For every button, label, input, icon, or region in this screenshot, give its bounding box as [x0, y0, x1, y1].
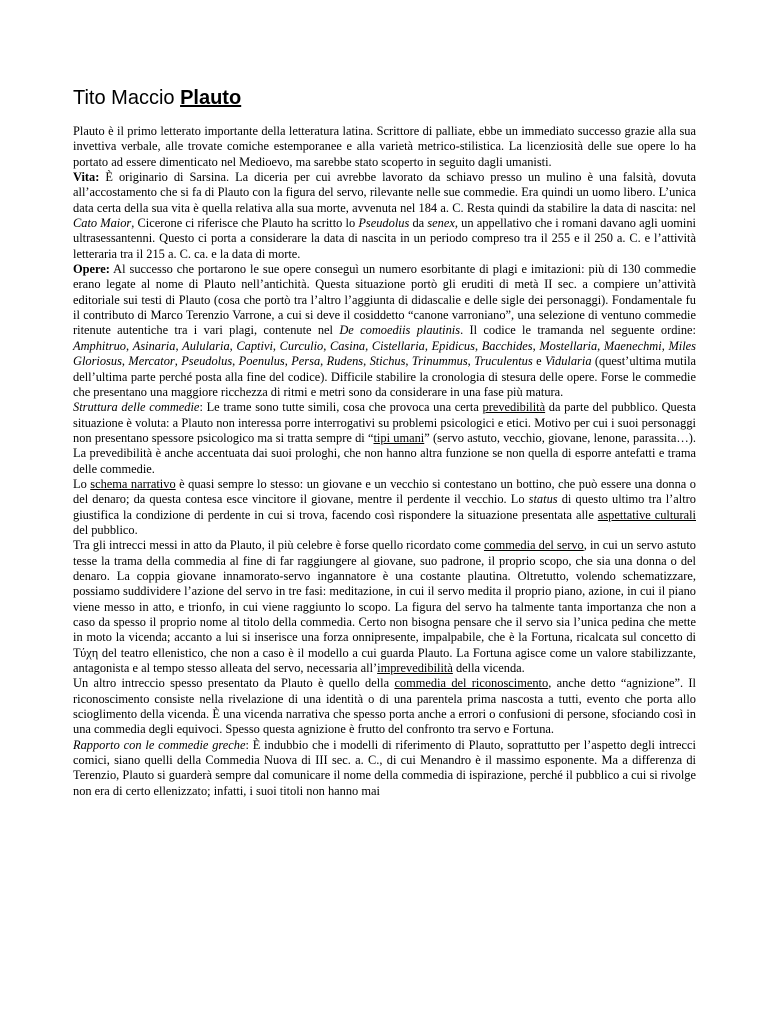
italic-text: Amphitruo [73, 338, 127, 353]
text-run: (quest’ultima mutila dell’ultima parte perché posta alla fine del codice). Difficile stabilire la cronologia di stesura delle opere. Forse le commedie che presentano una maggiore ricchezza di ritmi e metri sono da considerare in una fase più matura. [73, 354, 697, 399]
text-run: del pubblico. [73, 522, 138, 537]
text-run: È originario di Sarsina. La diceria per cui avrebbe lavorato da schiavo presso un mulino è una falsità, dovuta all’accostamento che si fa di Plauto con la figura del servo, rilevante nelle sue commedie. Era quindi un uomo libero. L’unica data certa della sua vita è quella relativa alla sua morte, avvenuta nel 184 a. C. Resta quindi da stabilire la data di nascita: nel [73, 170, 696, 215]
paragraph [73, 400, 696, 477]
section-heading: Opere: [73, 262, 110, 277]
title-prefix: Tito Maccio [73, 87, 181, 109]
text-run: , [467, 354, 475, 369]
italic-text: Pseudolus [181, 354, 233, 369]
text-run: , [365, 338, 372, 353]
paragraph [73, 124, 696, 170]
italic-text: Aulularia [182, 338, 230, 353]
text-run: , [174, 354, 182, 369]
italic-text: Trinummus [411, 354, 468, 369]
text-run: , [229, 338, 237, 353]
text-run: : È indubbio che i modelli di riferimento di Plauto, soprattutto per l’aspetto degli intrecci comici, siano quelli della Commedia Nuova di III sec. a. C., di cui Menandro è il massimo esponente. Ma a differenza di Terenzio, Plauto si guarderà sempre dal comunicare il nome della commedia di ispirazione, perché il pubblico a cui si rivolge non era di certo ellenizzato; infatti, i suoi titoli non hanno mai [73, 737, 696, 798]
text-run: , un appellativo che i romani davano agli uomini ultrasessantenni. Questo ci porta a considerare la data di nascita in un periodo compreso tra il 255 e il 250 a. C. e l’attività letteraria tra il 215 a. C. ca. e la data di morte. [73, 216, 697, 261]
text-run: , in cui un servo astuto tesse la trama della commedia al fine di far raggiungere al giovane, suo padrone, il proprio scopo, che sia una donna o del denaro. La coppia giovane innamorato-servo ingannatore è una costante plautina. Oltretutto, volendo schematizzare, possiamo suddividere l’azione del servo in tre fasi: meditazione, in cui il servo medita il proprio piano, azione, in cui il piano viene messo in atto, e trionfo, in cui viene raggiunto lo scopo. La figura del servo ha talmente tanta importanza che non a caso da spesso il proprio nome al titolo della commedia. Certo non bisogna pensare che il servo sia l’unica pedina che mette in moto la vicenda; accanto a lui si inserisce una forza onnipresente, impalpabile, che è la Fortuna, ricalcata sul concetto di Τύχη del teatro ellenistico, che non a caso è il modello a cui guarda Plauto. La Fortuna agisce come un valore stabilizzante, antagonista e al tempo stesso alleata del servo, necessaria all’ [73, 538, 697, 676]
italic-text: Maenechmi [603, 338, 662, 353]
text-run: , [126, 338, 133, 353]
text-run: della vicenda. [452, 661, 525, 676]
italic-text: Stichus [369, 354, 406, 369]
text-run: ” (servo astuto, vecchio, giovane, lenone, parassita…). La prevedibilità è anche accentuata dai suoi prologhi, che non hanno altra funzione se non quella di esporre antefatti e trama delle commedie. [73, 430, 697, 476]
underlined-term: prevedibilità [482, 400, 546, 415]
text-run: , [532, 338, 540, 353]
text-run: Un altro intreccio spesso presentato da Plauto è quello della [73, 676, 395, 691]
text-run: , [424, 338, 432, 353]
underlined-term: commedia del servo [483, 538, 584, 553]
italic-text: Captivi [236, 338, 273, 353]
italic-text: Cistellaria [371, 338, 425, 353]
text-run: , [232, 354, 239, 369]
text-run: da parte del pubblico. Questa situazione è voluta: a Plauto non interessa porre interrogativi su problemi psicologici e etici. Motivo per cui i suoi personaggi non presentano spessore psicologico ma si tratta sempre di “ [73, 400, 696, 445]
title-name: Plauto [180, 87, 242, 109]
italic-text: Persa [291, 354, 321, 369]
italic-text: status [528, 492, 558, 507]
italic-text: Pseudolus [358, 216, 410, 231]
paragraph [73, 262, 696, 400]
text-run: , [597, 338, 604, 353]
text-run: da [409, 216, 428, 231]
italic-text: Cato Maior [73, 216, 132, 231]
text-run: , [175, 338, 183, 353]
text-run: , [363, 354, 370, 369]
paragraph [73, 477, 696, 538]
text-run: , [320, 354, 327, 369]
italic-text: Mostellaria [539, 338, 598, 353]
text-run: , [284, 354, 292, 369]
italic-text: Mercator [128, 354, 175, 369]
italic-text: senex [427, 216, 455, 231]
italic-text: Rudens [326, 354, 364, 369]
underlined-term: commedia del riconoscimento [394, 676, 549, 691]
underlined-term: imprevedibilità [377, 661, 453, 676]
italic-text: Struttura delle commedie [73, 400, 200, 415]
italic-text: Poenulus [238, 354, 285, 369]
section-heading: Vita: [73, 170, 100, 185]
italic-text: Curculio [279, 338, 324, 353]
italic-text: Bacchides [481, 338, 533, 353]
underlined-term: tipi umani [373, 430, 425, 445]
italic-text: Asinaria [132, 338, 176, 353]
text-run: , [661, 338, 669, 353]
text-run: , anche detto “agnizione”. Il riconoscimento consiste nella rivelazione di una identità o di una parentela prima nascosta a tutti, evento che porta allo scioglimento della vicenda. È una vicenda narrativa che spesso porta anche a errori o confusioni di persone, sfociando così in una commedia degli equivoci. Spesso questa agnizione è frutto del confronto tra servo e Fortuna. [73, 676, 696, 737]
paragraph [73, 538, 696, 676]
paragraph [73, 676, 696, 737]
text-run: , [121, 354, 129, 369]
text-run: : Le trame sono tutte simili, cosa che provoca una certa [199, 400, 483, 415]
italic-text: Miles Gloriosus [73, 338, 696, 369]
text-run: Lo [73, 476, 91, 491]
document-page [73, 86, 696, 799]
document-body [73, 124, 696, 799]
text-run: , Cicerone ci riferisce che Plauto ha scritto lo [131, 216, 359, 231]
text-run: , [323, 338, 330, 353]
text-run: di questo ultimo tra l’altro giustifica la condizione di perdente in cui si trova, facendo così rispondere la situazione presentata alle [73, 492, 696, 522]
underlined-term: aspettative culturali [597, 507, 696, 522]
paragraph [73, 170, 696, 262]
italic-text: Rapporto con le commedie greche [73, 737, 246, 752]
italic-text: Casina [329, 338, 366, 353]
text-run: e [532, 354, 545, 369]
text-run: , [474, 338, 482, 353]
italic-text: Truculentus [474, 354, 533, 369]
italic-text: De comoediis plautinis [339, 323, 461, 338]
text-run: è quasi sempre lo stesso: un giovane e un vecchio si contestano un bottino, che può essere una donna o del denaro; da questa contesa esce vincitore il giovane, mentre il perdente il vecchio. Lo [73, 476, 696, 507]
page-title [73, 86, 696, 110]
paragraph [73, 738, 696, 799]
italic-text: Vidularia [544, 354, 592, 369]
text-run: Plauto è il primo letterato importante della letteratura latina. Scrittore di palliate, ebbe un immediato successo grazie alla sua invettiva verbale, alle trovate comiche estemporanee e alla varietà metrico-stilistica. La licenziosità delle sue opere lo ha portato ad essere dimenticato nel Medioevo, ma sarebbe stato scoperto in seguito dagli umanisti. [73, 124, 696, 169]
text-run: , [272, 338, 280, 353]
underlined-term: schema narrativo [90, 476, 176, 491]
text-run: Tra gli intrecci messi in atto da Plauto, il più celebre è forse quello ricordato come [73, 538, 484, 553]
italic-text: Epidicus [431, 338, 475, 353]
text-run: , [405, 354, 412, 369]
text-run: . Il codice le tramanda nel seguente ordine: [460, 323, 696, 338]
text-run: Al successo che portarono le sue opere conseguì un numero esorbitante di plagi e imitazioni: più di 130 commedie erano legate al nome di Plauto nell’antichità. Questa situazione portò gli eruditi di metà II sec. a compiere un’attività editoriale sui testi di Plauto (cosa che portò tra l’altro l’aggiunta di didascalie e delle sigle dei personaggi). Fondamentale fu il contributo di Marco Terenzio Varrone, a cui si deve il cosiddetto “canone varroniano”, una selezione di ventuno commedie ritenute autentiche tra i vari plagi, contenute nel [73, 262, 696, 338]
